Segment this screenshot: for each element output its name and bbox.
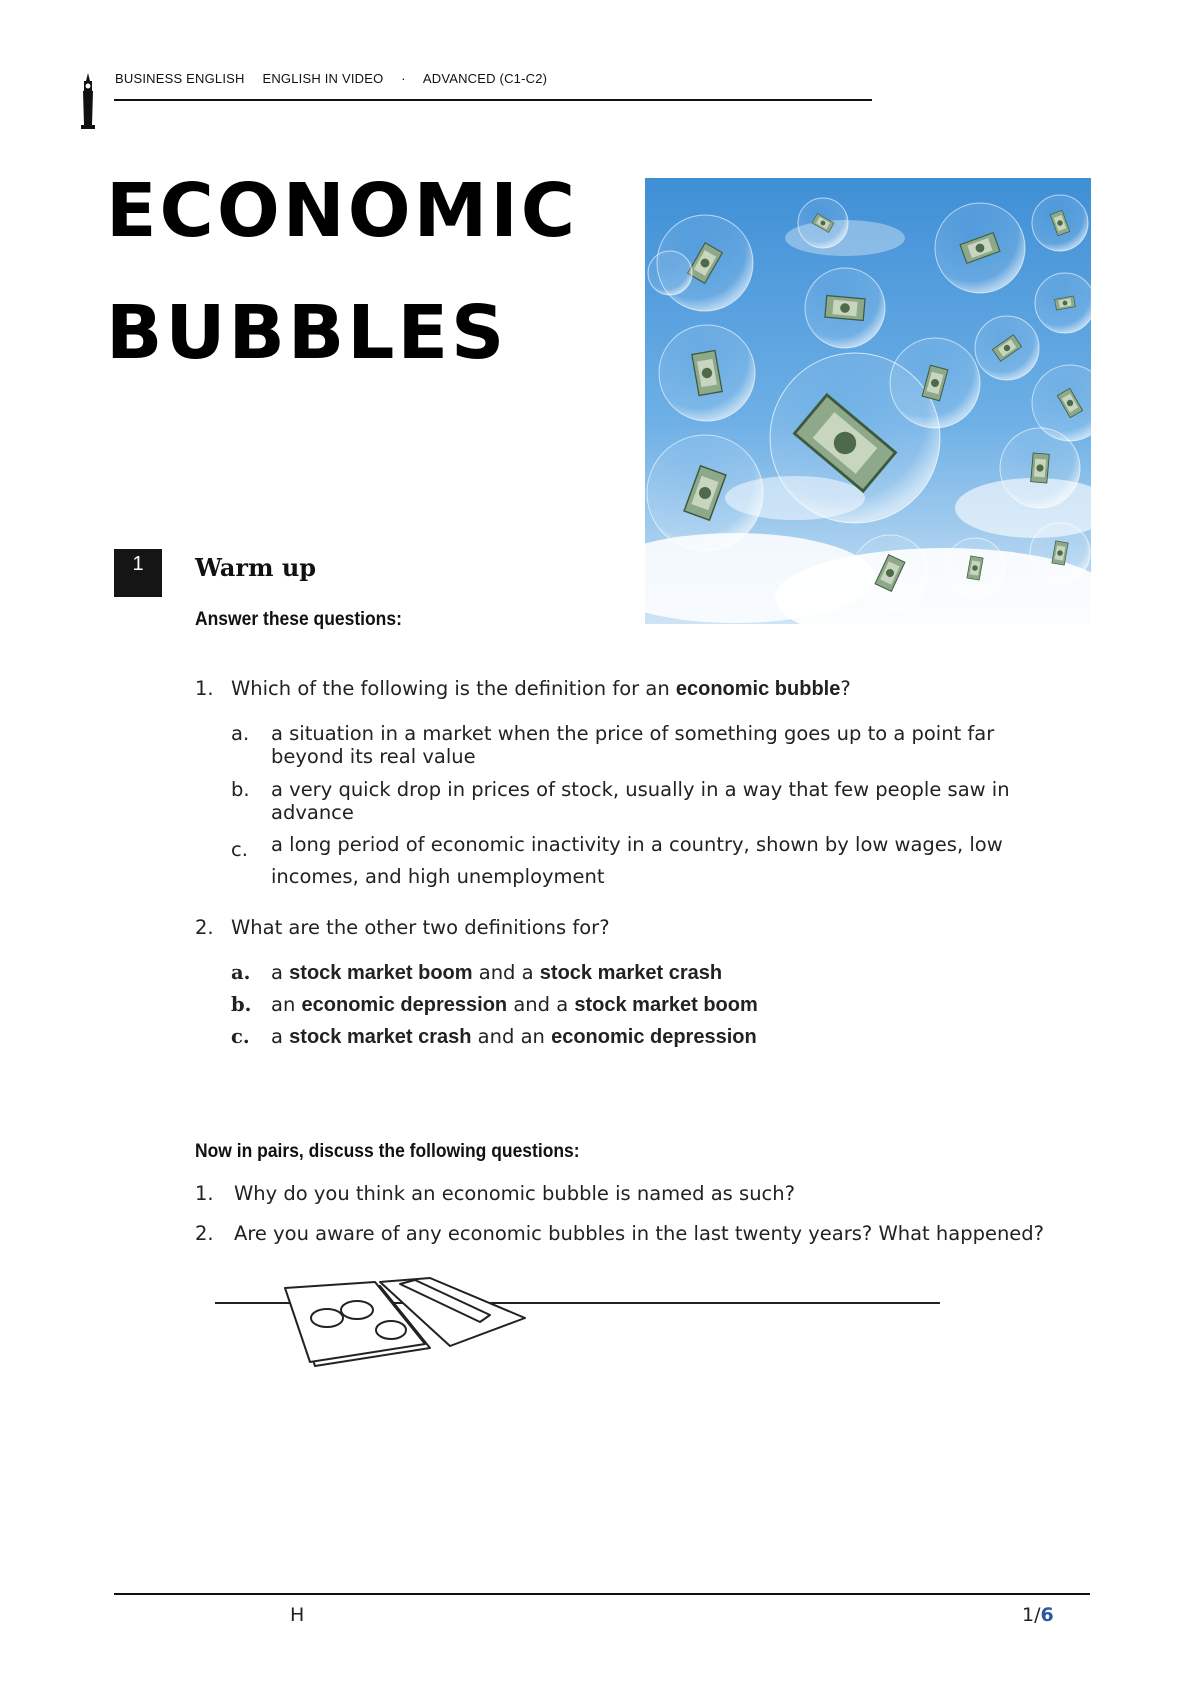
section-number-badge: 1 <box>114 549 162 597</box>
section-title: Warm up <box>195 553 317 582</box>
question-text: Which of the following is the definition for an economic bubble? <box>231 677 851 700</box>
header-divider <box>114 99 872 101</box>
footer-label: H <box>290 1604 305 1626</box>
option-letter: a. <box>231 961 251 984</box>
option-letter: b. <box>231 778 250 801</box>
page-number: 1/6 <box>1022 1604 1054 1626</box>
instruction-pairs: Now in pairs, discuss the following questions: <box>195 1141 580 1162</box>
current-page: 1 <box>1022 1604 1035 1626</box>
question-number: 1. <box>195 677 214 700</box>
option-c <box>231 834 1051 890</box>
option-b <box>231 778 1051 826</box>
question-number: 1. <box>195 1182 214 1205</box>
option-a <box>231 722 1051 770</box>
option-letter: c. <box>231 1025 250 1048</box>
header-category: BUSINESS ENGLISH <box>115 71 245 86</box>
answer-option-c <box>231 1025 1031 1049</box>
header-level: ADVANCED (C1-C2) <box>422 71 548 86</box>
question-text: Are you aware of any economic bubbles in the last twenty years? What happened? <box>234 1222 1045 1245</box>
header-separator: · <box>401 71 406 86</box>
question-number: 2. <box>195 1222 214 1245</box>
money-bubbles-photo <box>645 178 1091 624</box>
question-1 <box>195 677 995 701</box>
question-term: economic bubble <box>675 678 841 700</box>
discussion-question-2 <box>195 1222 1095 1246</box>
option-text: a stock market boom and a stock market crash <box>271 961 723 984</box>
question-text: What are the other two definitions for? <box>231 916 610 939</box>
option-text: a very quick drop in prices of stock, usually in a way that few people saw in advance <box>271 778 1010 824</box>
notes-divider-illustration <box>215 1270 940 1380</box>
answer-option-a <box>231 961 1031 985</box>
header-series: ENGLISH IN VIDEO <box>262 71 384 86</box>
title-line-2: BUBBLES <box>106 290 508 376</box>
title-line-1: ECONOMIC <box>106 168 579 254</box>
question-2 <box>195 916 995 940</box>
total-pages: 6 <box>1040 1604 1054 1626</box>
option-text: a situation in a market when the price of something goes up to a point far beyond its real value <box>271 722 995 768</box>
page-title <box>106 150 578 394</box>
option-letter: b. <box>231 993 252 1016</box>
header-breadcrumb <box>115 71 561 86</box>
option-text: a stock market crash and an economic depression <box>271 1025 757 1048</box>
big-ben-logo-icon <box>78 73 98 129</box>
question-text: Why do you think an economic bubble is named as such? <box>234 1182 795 1205</box>
instruction-answer: Answer these questions: <box>195 609 402 630</box>
answer-option-b <box>231 993 1031 1017</box>
option-text: a long period of economic inactivity in a country, shown by low wages, low incomes, and high unemployment <box>271 833 1003 888</box>
option-letter: a. <box>231 722 250 745</box>
option-text: an economic depression and a stock market boom <box>271 993 758 1016</box>
option-letter: c. <box>231 838 248 861</box>
footer-divider <box>114 1593 1090 1595</box>
question-number: 2. <box>195 916 214 939</box>
discussion-question-1 <box>195 1182 1095 1206</box>
